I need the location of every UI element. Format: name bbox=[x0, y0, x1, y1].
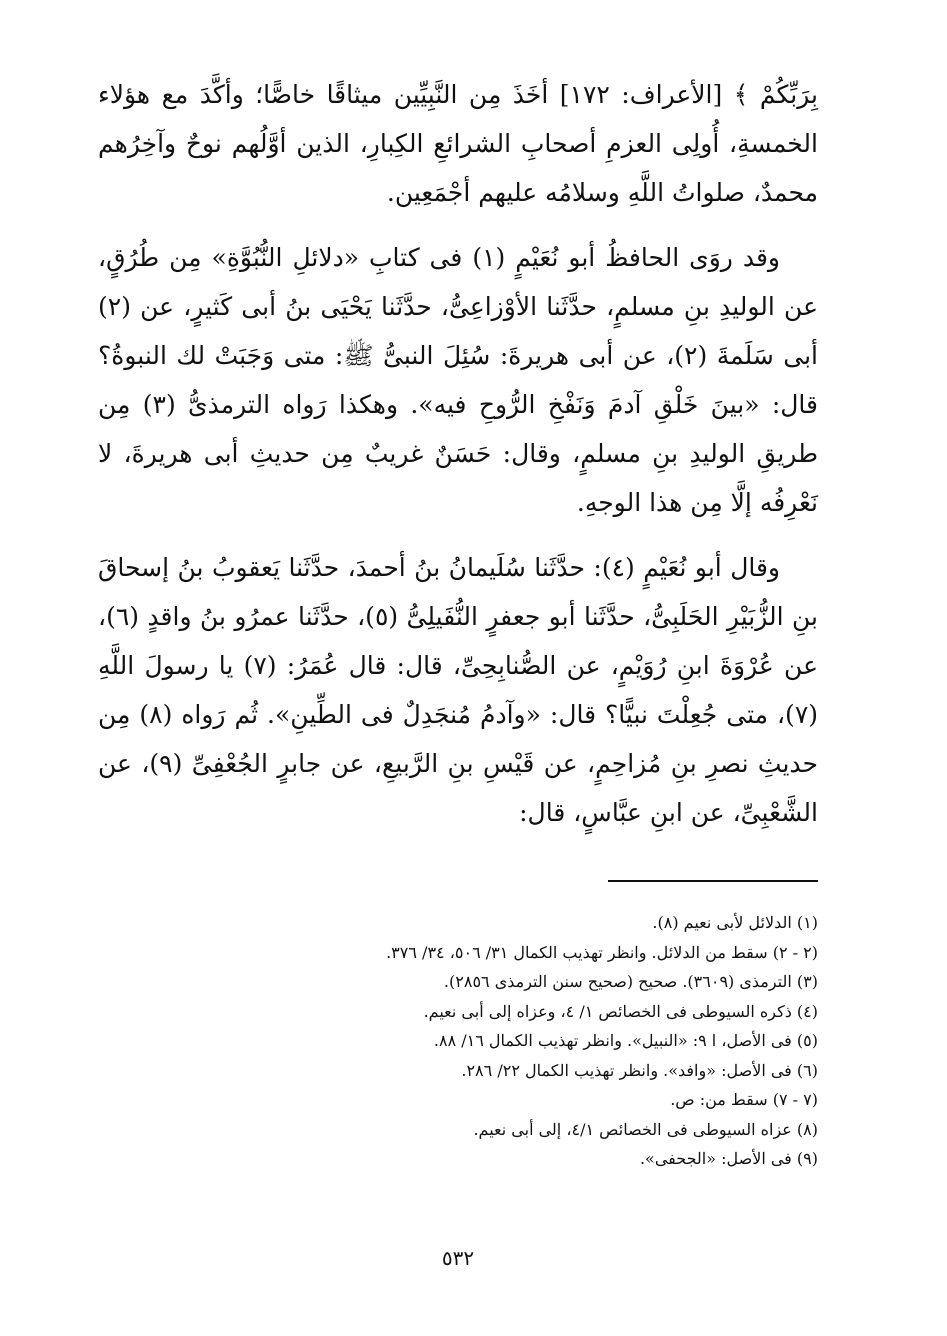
footnotes-list bbox=[98, 908, 818, 1174]
body-paragraph-3: وقال أبو نُعَيْمٍ (٤): حدَّثَنا سُلَيمانُ بنُ أحمدَ، حدَّثَنا يَعقوبُ بنُ إسحاقَ بنِ الزُّبَيْرِ الحَلَبِىُّ، حدَّثَنا أبو جعفرٍ النُّفَيلِىُّ (٥)، حدَّثَنا عمرُو بنُ واقدٍ (٦)، عن عُرْوَةَ ابنِ رُوَيْمٍ، عن الصُّنابِحِىِّ، قال: قال عُمَرُ: (٧) يا رسولَ اللَّهِ (٧)، متى جُعِلْتَ نبيًّا؟ قال: «وآدمُ مُنجَدِلٌ فى الطِّينِ». ثُم رَواه (٨) مِن حديثِ نصرِ بنِ مُزاحِمٍ، عن قَيْسِ بنِ الرَّبيعِ، عن جابرٍ الجُعْفِىِّ (٩)، عن الشَّعْبِىِّ، عن ابنِ عبَّاسٍ، قال: bbox=[98, 553, 819, 827]
page-number: ٥٣٢ bbox=[441, 1246, 475, 1270]
body-paragraph-2: وقد روَى الحافظُ أبو نُعَيْمٍ (١) فى كتابِ «دلائلِ النُّبُوَّةِ» مِن طُرُقٍ، عن الوليدِ بنِ مسلمٍ، حدَّثَنا الأوْزاعِىُّ، حدَّثَنا يَحْيَى بنُ أبى كَثيرٍ، عن (٢) أبى سَلَمةَ (٢)، عن أبى هريرةَ: سُئِلَ النبىُّ ﷺ: متى وَجَبَتْ لك النبوةُ؟ قال: «بينَ خَلْقِ آدمَ وَنَفْخِ الرُّوحِ فيه». وهكذا رَواه الترمذىُّ (٣) مِن طريقِ الوليدِ بنِ مسلمٍ، وقال: حَسَنٌ غريبٌ مِن حديثِ أبى هريرةَ، لا نَعْرِفُه إلَّا مِن هذا الوجهِ. bbox=[98, 243, 819, 517]
footnote-separator bbox=[608, 880, 818, 882]
footnote-7: (٧ - ٧) سقط من: ص. bbox=[670, 1090, 818, 1109]
footnote-1: (١) الدلائل لأبى نعيم (٨). bbox=[652, 913, 818, 932]
footnote-6: (٦) فى الأصل: «وافد». وانظر تهذيب الكمال ٢٢/ ٢٨٦. bbox=[461, 1060, 818, 1080]
body-paragraph-1: بِرَبِّكُمْ ﴾ [الأعراف: ١٧٢] أخَذَ مِن النَّبِيِّين ميثاقًا خاصًّا؛ وأكَّدَ مع هؤلاء الخمسةِ، أُولِى العزمِ أصحابِ الشرائعِ الكِبارِ، الذين أوَّلُهم نوحٌ وآخِرُهم محمدٌ، صلواتُ اللَّهِ وسلامُه عليهم أجْمَعِين. bbox=[98, 80, 818, 207]
footnote-8: (٨) عزاه السيوطى فى الخصائص ٤/١، إلى أبى نعيم. bbox=[473, 1119, 818, 1139]
footnote-4: (٤) ذكره السيوطى فى الخصائص ١/ ٤، وعزاه إلى أبى نعيم. bbox=[423, 1001, 818, 1021]
footnote-3: (٣) الترمذى (٣٦٠٩). صحيح (صحيح سنن الترمذى ٢٨٥٦). bbox=[443, 972, 818, 991]
book-page bbox=[98, 70, 818, 1290]
footnote-5: (٥) فى الأصل، ا ٩: «النبيل». وانظر تهذيب الكمال ١٦/ ٨٨. bbox=[433, 1031, 818, 1050]
footnote-2: (٢ - ٢) سقط من الدلائل. وانظر تهذيب الكمال ٣١/ ٥٠٦، ٣٤/ ٣٧٦. bbox=[386, 942, 818, 962]
footnote-9: (٩) فى الأصل: «الجحفى». bbox=[639, 1149, 818, 1168]
